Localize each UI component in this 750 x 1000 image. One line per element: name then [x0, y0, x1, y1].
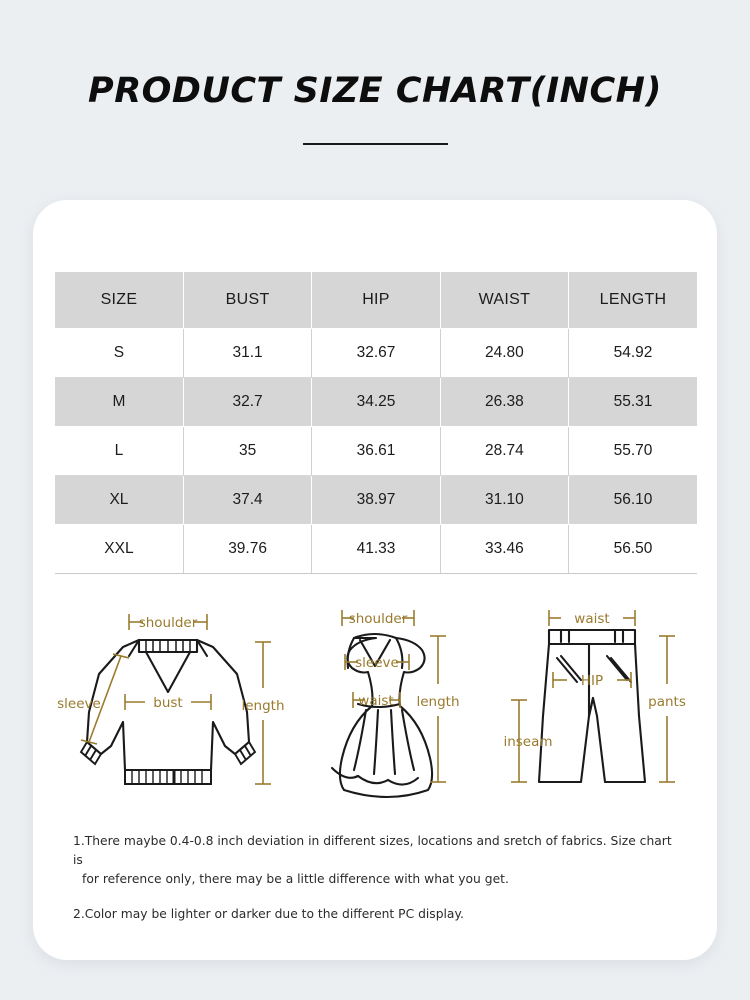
cell-hip: 41.33: [312, 525, 440, 574]
cell-size: M: [55, 378, 183, 427]
cell-waist: 24.80: [440, 329, 568, 378]
cell-size: XL: [55, 476, 183, 525]
cell-hip: 34.25: [312, 378, 440, 427]
cell-size: L: [55, 427, 183, 476]
cell-size: XXL: [55, 525, 183, 574]
cell-bust: 31.1: [183, 329, 311, 378]
sweater-label-shoulder: shoulder: [138, 615, 198, 631]
sweater-label-bust: bust: [153, 695, 183, 711]
table-row: [55, 525, 697, 574]
note-item: [73, 905, 683, 924]
note-line-1: 2.Color may be lighter or darker due to the different PC display.: [73, 907, 464, 922]
cell-waist: 28.74: [440, 427, 568, 476]
disclaimer-notes: [73, 832, 683, 940]
cell-bust: 37.4: [183, 476, 311, 525]
pants-label-hip: HIP: [580, 673, 604, 689]
size-chart-table: [55, 272, 697, 574]
sweater-measurement-diagram: [51, 600, 286, 805]
cell-waist: 33.46: [440, 525, 568, 574]
cell-waist: 31.10: [440, 476, 568, 525]
pants-label-waist: waist: [574, 611, 610, 627]
dress-label-waist: waist: [358, 693, 394, 709]
note-item: [73, 832, 683, 889]
column-header-bust: BUST: [183, 272, 311, 329]
cell-length: 54.92: [569, 329, 697, 378]
table-row: [55, 476, 697, 525]
size-chart-card: [33, 200, 717, 960]
cell-length: 56.10: [569, 476, 697, 525]
sweater-label-length: length: [241, 698, 285, 714]
cell-bust: 32.7: [183, 378, 311, 427]
table-row: [55, 378, 697, 427]
cell-length: 55.31: [569, 378, 697, 427]
pants-label-pants: pants: [648, 694, 686, 710]
sweater-label-sleeve: sleeve: [57, 696, 101, 712]
table-row: [55, 427, 697, 476]
column-header-hip: HIP: [312, 272, 440, 329]
measurement-diagrams: [51, 600, 701, 805]
title-underline-rule: [303, 143, 448, 145]
dress-label-shoulder: shoulder: [348, 611, 408, 627]
pants-measurement-diagram: [501, 600, 701, 805]
dress-measurement-diagram: [296, 600, 491, 805]
cell-hip: 36.61: [312, 427, 440, 476]
dress-label-sleeve: sleeve: [355, 655, 399, 671]
cell-length: 56.50: [569, 525, 697, 574]
table-row: [55, 329, 697, 378]
title-block: [0, 0, 750, 145]
cell-bust: 35: [183, 427, 311, 476]
cell-size: S: [55, 329, 183, 378]
column-header-waist: WAIST: [440, 272, 568, 329]
dress-label-length: length: [416, 694, 460, 710]
note-line-1: 1.There maybe 0.4-0.8 inch deviation in different sizes, locations and sretch of fabrics. Size chart is: [73, 834, 672, 868]
cell-bust: 39.76: [183, 525, 311, 574]
note-line-2: for reference only, there may be a little difference with what you get.: [82, 872, 509, 887]
table-header-row: [55, 272, 697, 329]
cell-hip: 32.67: [312, 329, 440, 378]
cell-hip: 38.97: [312, 476, 440, 525]
page-title: PRODUCT SIZE CHART(INCH): [88, 71, 662, 111]
pants-label-inseam: inseam: [503, 734, 553, 750]
cell-length: 55.70: [569, 427, 697, 476]
column-header-length: LENGTH: [569, 272, 697, 329]
cell-waist: 26.38: [440, 378, 568, 427]
column-header-size: SIZE: [55, 272, 183, 329]
